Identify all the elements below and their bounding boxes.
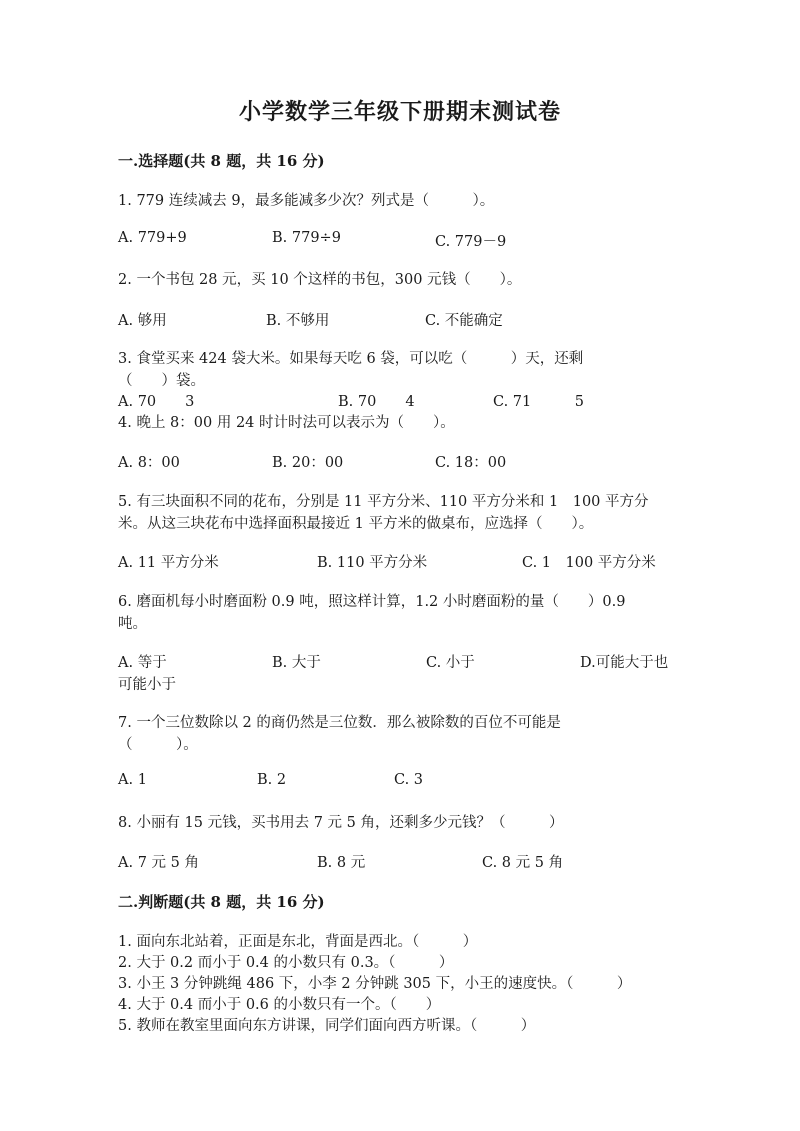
option-a: A. 等于 (118, 655, 167, 671)
judgement-5: 5. 教师在教室里面向东方讲课，同学们面向西方听课。（ ） (118, 1018, 536, 1034)
question-5: 5. 有三块面积不同的花布，分别是 11 平方分米、110 平方分米和 1 100 平方分 (118, 494, 649, 510)
option-a: A. 7 元 5 角 (118, 855, 199, 871)
option-b: B. 20：00 (272, 455, 344, 471)
option-b: B. 8 元 (317, 855, 366, 871)
option-c: C. 3 (394, 772, 424, 788)
section-heading-judgement: 二.判断题(共 8 题，共 16 分) (118, 893, 325, 911)
option-c: C. 8 元 5 角 (482, 855, 564, 871)
option-b: B. 70 4 (338, 394, 415, 410)
question-7: 7. 一个三位数除以 2 的商仍然是三位数．那么被除数的百位不可能是 (118, 715, 561, 731)
question-1: 1. 779 连续减去 9，最多能减多少次？列式是（ ）。 (118, 193, 495, 209)
question-7-line-2: （ ）。 (118, 737, 198, 753)
judgement-3: 3. 小王 3 分钟跳绳 486 下，小李 2 分钟跳 305 下，小王的速度快。（ ） (118, 976, 632, 992)
option-b: B. 不够用 (266, 313, 330, 329)
option-d-continued: 可能小于 (118, 677, 176, 693)
option-c: C. 1 100 平方分米 (522, 555, 656, 571)
judgement-2: 2. 大于 0.2 而小于 0.4 的小数只有 0.3。（ ） (118, 955, 454, 971)
option-c: C. 779－9 (435, 234, 507, 250)
question-2: 2. 一个书包 28 元，买 10 个这样的书包，300 元钱（ ）。 (118, 272, 522, 288)
option-b: B. 779÷9 (272, 230, 341, 246)
option-c: C. 不能确定 (425, 313, 503, 329)
option-a: A. 8：00 (118, 455, 180, 471)
option-b: B. 大于 (272, 655, 321, 671)
question-8: 8. 小丽有 15 元钱，买书用去 7 元 5 角，还剩多少元钱？（ ） (118, 815, 564, 831)
option-b: B. 2 (257, 772, 287, 788)
question-3: 3. 食堂买来 424 袋大米。如果每天吃 6 袋，可以吃（ ）天，还剩 (118, 351, 584, 367)
option-a: A. 够用 (118, 313, 167, 329)
option-b: B. 110 平方分米 (317, 555, 428, 571)
option-c: C. 小于 (426, 655, 475, 671)
judgement-4: 4. 大于 0.4 而小于 0.6 的小数只有一个。（ ） (118, 997, 441, 1013)
option-a: A. 1 (118, 772, 147, 788)
option-d: D.可能大于也 (580, 655, 669, 671)
option-c: C. 71 5 (493, 394, 584, 410)
judgement-1: 1. 面向东北站着，正面是东北，背面是西北。（ ） (118, 934, 478, 950)
question-4: 4. 晚上 8：00 用 24 时计时法可以表示为（ ）。 (118, 415, 455, 431)
option-c: C. 18：00 (435, 455, 507, 471)
option-a: A. 11 平方分米 (118, 555, 219, 571)
option-a: A. 70 3 (118, 394, 195, 410)
question-3-line-2: （ ）袋。 (118, 373, 205, 389)
question-6-line-2: 吨。 (118, 616, 147, 632)
page-title: 小学数学三年级下册期末测试卷 (238, 99, 561, 125)
question-6: 6. 磨面机每小时磨面粉 0.9 吨，照这样计算，1.2 小时磨面粉的量（ ）0.9 (118, 594, 626, 610)
question-5-line-2: 米。从这三块花布中选择面积最接近 1 平方米的做桌布，应选择（ ）。 (118, 516, 594, 532)
option-a: A. 779+9 (118, 230, 187, 246)
section-heading-choice: 一.选择题(共 8 题，共 16 分) (118, 152, 325, 170)
